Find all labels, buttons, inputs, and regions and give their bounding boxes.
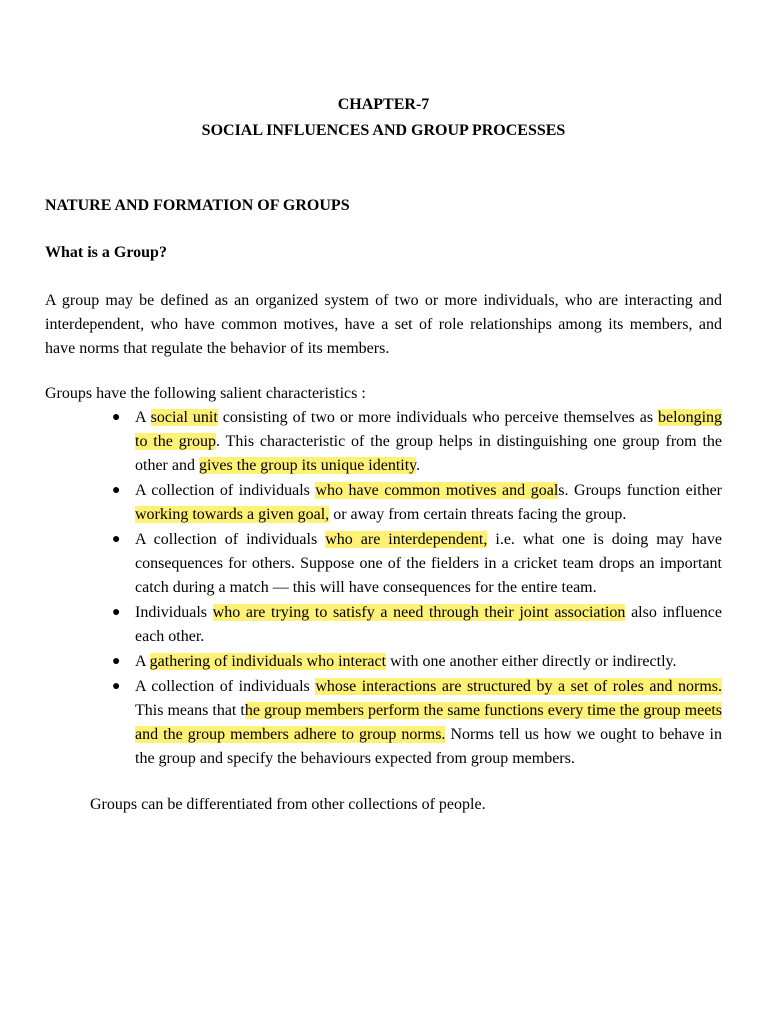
characteristic-item: [112, 406, 723, 478]
bullet-icon: ●: [112, 532, 121, 547]
highlighted-text: social unit: [150, 409, 218, 426]
bullet-icon: ●: [112, 410, 121, 425]
highlighted-text: who have common motives and goal: [315, 482, 559, 499]
item-text: A collection of individuals: [135, 531, 326, 548]
item-text: A: [135, 409, 151, 426]
bullet-icon: ●: [112, 605, 121, 620]
item-text: or away from certain threats facing the group.: [329, 506, 627, 523]
item-text: with one another either directly or indirectly.: [386, 653, 677, 670]
item-text: also influence each other.: [135, 604, 723, 645]
item-text: A: [135, 653, 150, 670]
item-text: . This characteristic of the group helps in distinguishing one group from the other and: [135, 433, 722, 474]
highlighted-text: working towards a given goal,: [135, 506, 330, 523]
section-question: What is a Group?: [45, 244, 167, 261]
item-text: A collection of individuals: [135, 482, 316, 499]
highlighted-text: gathering of individuals who interact: [149, 653, 387, 670]
characteristics-intro: Groups have the following salient characteristics :: [45, 385, 366, 402]
highlighted-text: who are trying to satisfy a need through their joint association: [212, 604, 626, 621]
highlighted-text: he group members perform the same functions every time the group meets and the group members adhere to group norms.: [135, 702, 722, 743]
characteristics-list: [45, 406, 722, 771]
characteristic-item: [112, 650, 722, 674]
closing-paragraph: Groups can be differentiated from other collections of people.: [90, 796, 486, 813]
chapter-title: SOCIAL INFLUENCES AND GROUP PROCESSES: [201, 122, 566, 139]
item-text: A collection of individuals: [135, 678, 316, 695]
highlighted-text: belonging to the group: [135, 409, 723, 450]
highlighted-text: who are interdependent,: [325, 531, 488, 548]
document-page: [45, 92, 722, 817]
item-text: consisting of two or more individuals who perceive themselves as: [217, 409, 659, 426]
chapter-number: CHAPTER-7: [337, 96, 430, 113]
highlighted-text: whose interactions are structured by a set of roles and norms.: [315, 678, 723, 695]
item-text: Individuals: [135, 604, 213, 621]
bullet-icon: ●: [112, 654, 121, 669]
item-text: This means that t: [135, 702, 245, 719]
bullet-icon: ●: [112, 679, 121, 694]
characteristic-item: [112, 675, 723, 771]
item-text: .: [416, 457, 421, 474]
characteristic-item: [112, 528, 723, 600]
item-text: s. Groups function either: [558, 482, 723, 499]
section-title: NATURE AND FORMATION OF GROUPS: [45, 197, 350, 214]
definition-paragraph: A group may be defined as an organized system of two or more individuals, who are interacting and interdependent, who have common motives, have a set of role relationships among its members, and have norms that regulate the behavior of its members.: [45, 292, 722, 357]
item-text: i.e. what one is doing may have consequences for others. Suppose one of the fielders in a cricket team drops an important catch during a match — this will have consequences for the entire team.: [135, 531, 723, 596]
item-text: Norms tell us how we ought to behave in the group and specify the behaviours expected from group members.: [135, 726, 722, 767]
characteristic-item: [112, 601, 723, 649]
characteristic-item: [112, 479, 723, 527]
highlighted-text: gives the group its unique identity: [198, 457, 417, 474]
bullet-icon: ●: [112, 483, 121, 498]
